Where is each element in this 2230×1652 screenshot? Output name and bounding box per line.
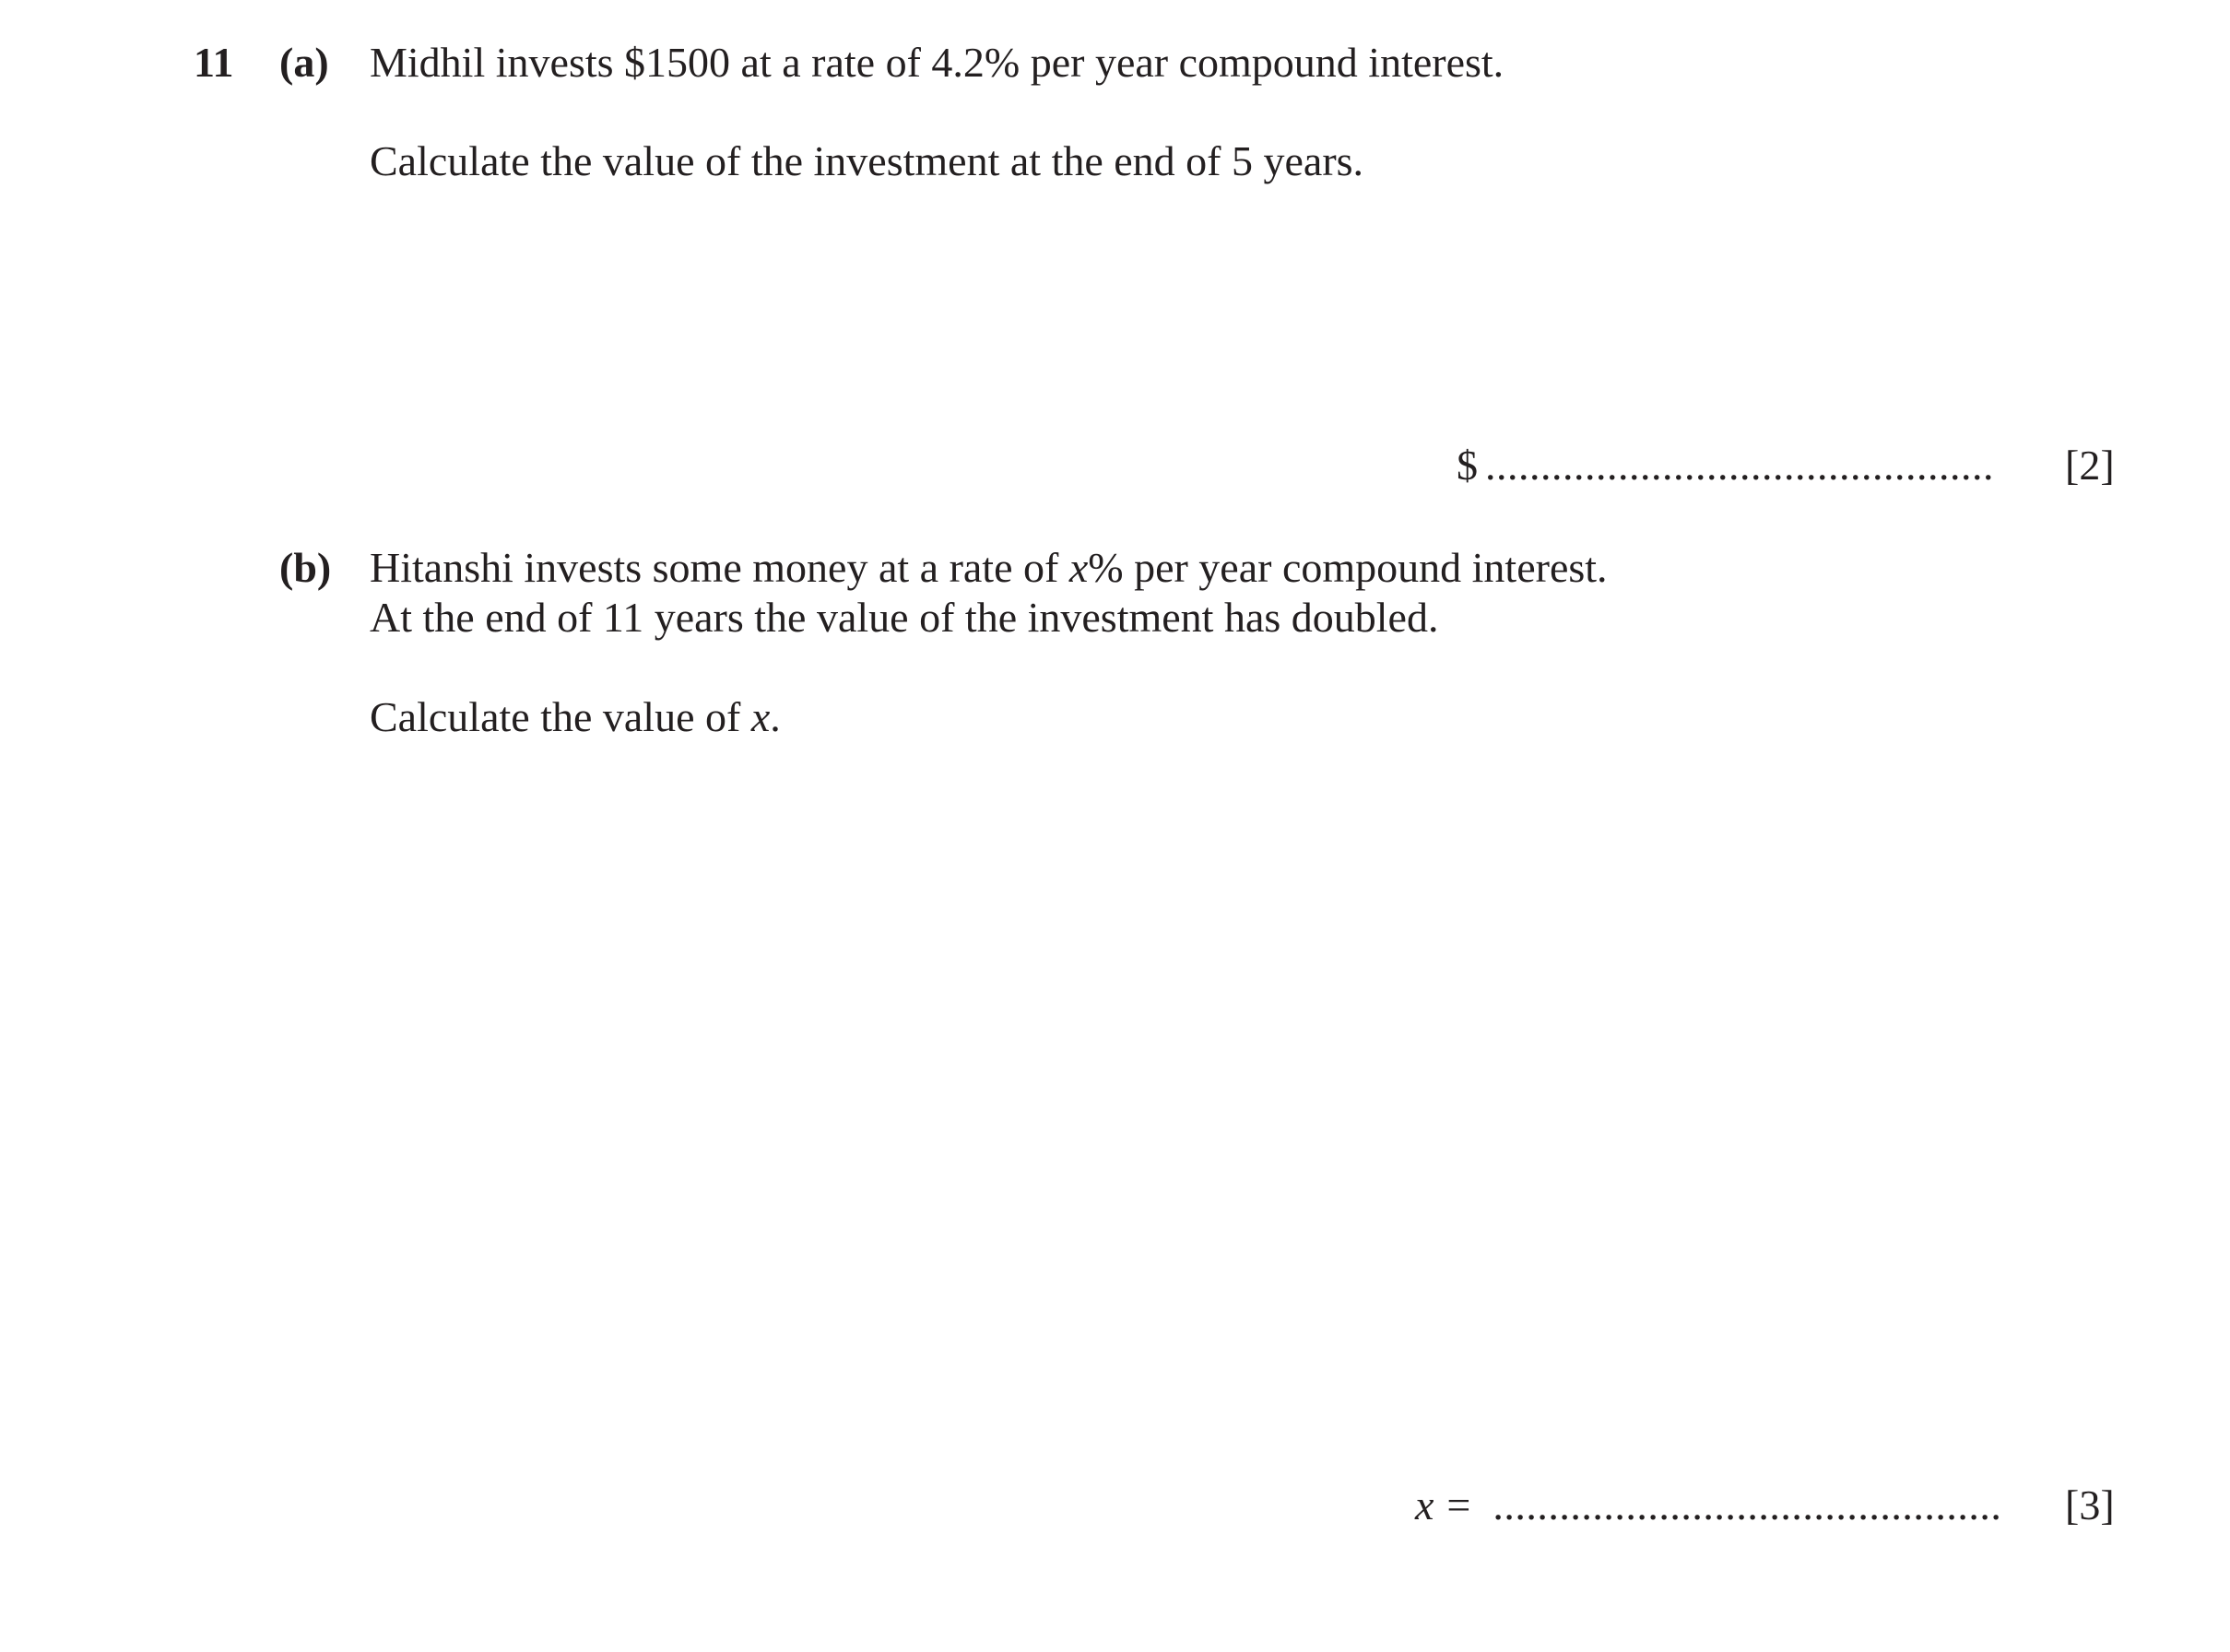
answer-variable-x: x [1415,1481,1434,1528]
question-number: 11 [194,39,234,86]
variable-x: x [1068,544,1089,591]
part-b-answer-dots[interactable]: .............................................. [1493,1484,2002,1527]
part-b-line-3 [370,693,781,740]
part-a-answer-dots[interactable]: .............................................. [1485,444,1994,487]
part-b-line-3-text-post: . [770,693,781,740]
variable-x: x [750,693,771,740]
part-b-label: (b) [279,544,332,591]
part-b-line-1-text-post: % per year compound interest. [1088,544,1608,591]
dollar-sign: $ [1457,442,1478,489]
part-a-label: (a) [279,39,329,86]
part-a-line-2: Calculate the value of the investment at the end of 5 years. [370,137,1364,184]
part-a-marks: [2] [2065,442,2115,489]
part-b-line-1-text-pre: Hitanshi invests some money at a rate of [370,544,1069,591]
part-b-line-2: At the end of 11 years the value of the investment has doubled. [370,594,1439,641]
part-b-line-3-text-pre: Calculate the value of [370,693,751,740]
equals-sign: = [1446,1481,1471,1528]
part-b-line-1 [370,544,1608,591]
part-b-answer-line[interactable] [1415,1481,2027,1528]
part-a-line-1: Midhil invests $1500 at a rate of 4.2% per year compound interest. [370,39,1504,86]
part-a-answer-line[interactable] [1457,444,2020,487]
part-b-marks: [3] [2065,1481,2115,1528]
